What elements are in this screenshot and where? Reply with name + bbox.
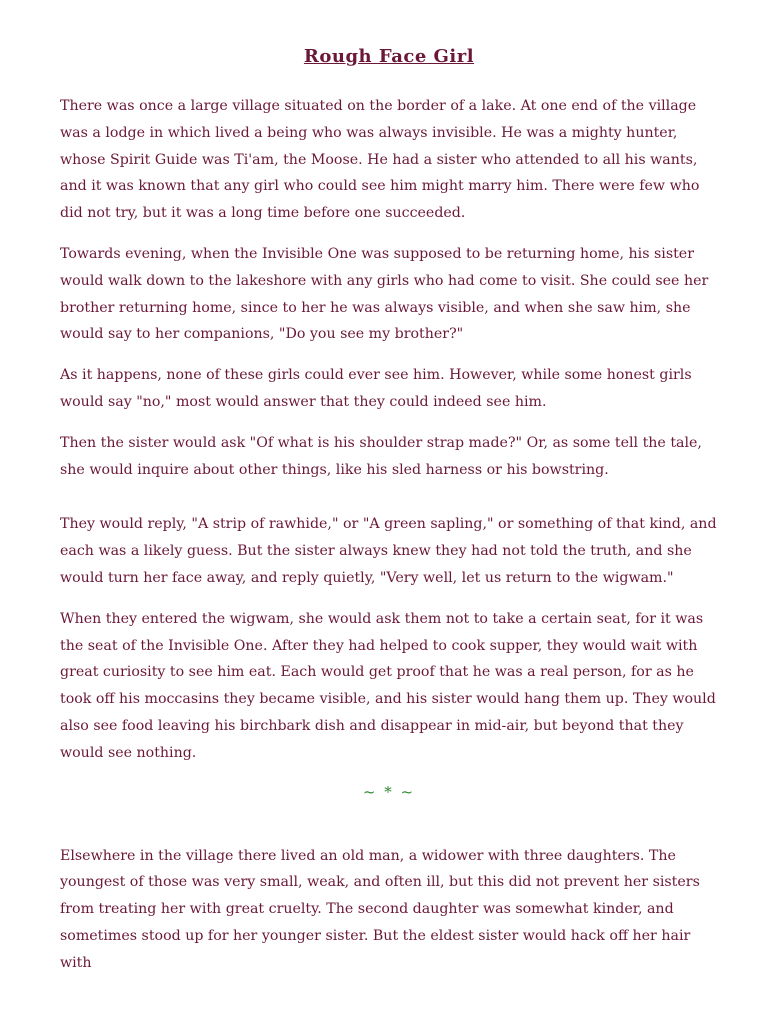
paragraph-7: Elsewhere in the village there lived an old man, a widower with three daughters. The youngest of those was very small, weak, and often ill, but this did not prevent her sisters from treating her with great cruelty. The second daughter was somewhat kinder, and sometimes stood up for her younger sister. But the eldest sister would hack off her hair with	[60, 847, 700, 971]
section-divider: ~ * ~	[362, 782, 416, 801]
page-title: Rough Face Girl	[303, 46, 475, 67]
paragraph-3: As it happens, none of these girls could ever see him. However, while some honest girls would say "no," most would answer that they could indeed see him.	[60, 367, 692, 410]
paragraph-6: When they entered the wigwam, she would ask them not to take a certain seat, for it was the seat of the Invisible One. After they had helped to cook supper, they would wait with great curiosity to see him eat. Each would get proof that he was a real person, for as he took off his moccasins they became visible, and his sister would hang them up. They would also see food leaving his birchbark dish and disappear in mid-air, but beyond that they would see nothing.	[60, 610, 716, 761]
paragraph-2: Towards evening, when the Invisible One was supposed to be returning home, his sister would walk down to the lakeshore with any girls who had come to visit. She could see her brother returning home, since to her he was always visible, and when she saw him, she would say to her companions, "Do you see my brother?"	[60, 245, 709, 343]
paragraph-5: They would reply, "A strip of rawhide," or "A green sapling," or something of that kind, and each was a likely guess. But the sister always knew they had not told the truth, and she would turn her face away, and reply quietly, "Very well, let us return to the wigwam."	[60, 516, 717, 586]
paragraph-4: Then the sister would ask "Of what is his shoulder strap made?" Or, as some tell the tale, she would inquire about other things, like his sled harness or his bowstring.	[60, 434, 702, 478]
paragraph-1: There was once a large village situated on the border of a lake. At one end of the village was a lodge in which lived a being who was always invisible. He was a mighty hunter, whose Spirit Guide was Ti'am, the Moose. He had a sister who attended to all his wants, and it was known that any girl who could see him might marry him. There were few who did not try, but it was a long time before one succeeded.	[60, 98, 700, 222]
